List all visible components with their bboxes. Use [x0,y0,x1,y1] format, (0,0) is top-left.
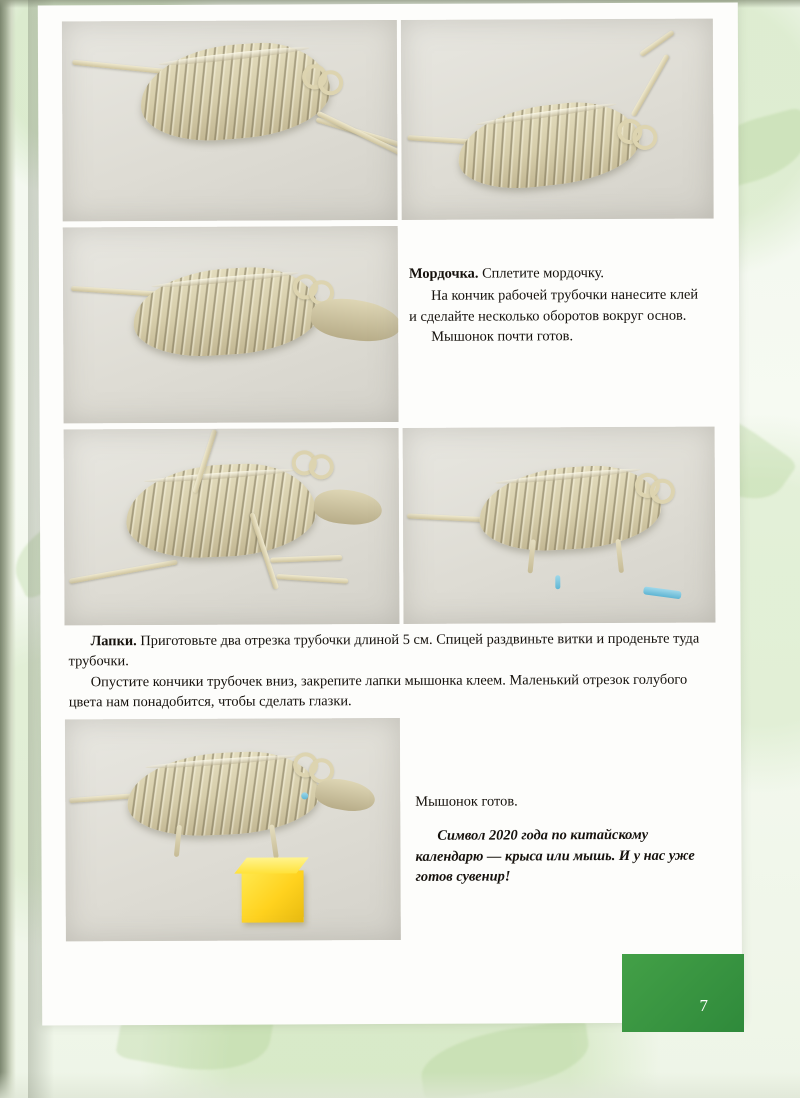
faded-footer-text [420,941,670,942]
photo-mouse-step-5 [403,427,716,624]
page-corner-tab [622,954,744,1032]
photo-mouse-step-2 [401,19,714,220]
page-sheet [38,2,742,1025]
page-number: 7 [699,996,708,1015]
scan-edge-left [0,0,16,1098]
final-line-2: Символ 2020 года по китайскому календарю — крыса или мышь. И у нас уже готов сувенир! [415,827,695,886]
muzzle-line-3: Мышонок почти готов. [431,328,574,346]
photo-mouse-step-3 [63,226,399,423]
paws-line-1: Приготовьте два отрезка трубочки длиной 5 см. Спицей раздвиньте витки и проденьте туда трубочки. [68,630,700,670]
text-block-paws [69,629,717,714]
paws-line-2: Опустите кончики трубочек вниз, закрепите лапки мышонка клеем. Маленький отрезок голубого цвета нам понадобится, чтобы сделать глазки. [68,671,688,711]
muzzle-line-1: Сплетите мордочку. [478,265,605,282]
final-line-1: Мышонок готов. [415,793,518,810]
muzzle-line-2: На кончик рабочей трубочки нанесите клей и сделайте несколько оборотов вокруг основ. [409,287,699,325]
text-block-final [415,791,707,888]
photo-mouse-step-4 [64,428,400,625]
scan-edge-bottom [0,1072,800,1098]
text-block-muzzle [409,263,707,348]
photo-mouse-step-6 [65,718,401,941]
muzzle-heading: Мордочка. [408,265,479,282]
paws-heading: Лапки. [90,633,137,650]
photo-mouse-step-1 [62,20,398,221]
